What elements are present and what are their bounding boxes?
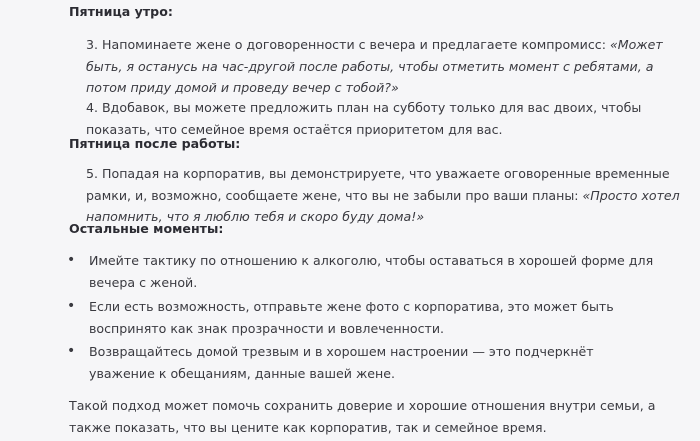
bullet-icon: • — [67, 298, 76, 314]
list-item-text: 5. Попадая на корпоратив, вы демонстрируете, что уважаете оговоренные временные рамки, и, возможно, сообщаете жене, что вы не забыли про ваши планы: — [86, 166, 670, 203]
list-item-step-3 — [86, 34, 686, 99]
section-heading-other: Остальные моменты: — [69, 221, 224, 236]
bullet-item: Имейте тактику по отношению к алкоголю, чтобы оставаться в хорошей форме для вечера с женой. — [89, 253, 654, 290]
bullet-icon: • — [67, 252, 76, 268]
bullet-item: Если есть возможность, отправьте жене фото с корпоратива, это может быть воспринято как знак прозрачности и вовлеченности. — [89, 299, 614, 336]
list-item-text: 3. Напоминаете жене о договоренности с вечера и предлагаете компромисс: — [86, 37, 610, 52]
bullet-item: Возвращайтесь домой трезвым и в хорошем настроении — это подчеркнёт уважение к обещаниям, данные вашей жене. — [89, 344, 594, 381]
section-heading-friday-morning: Пятница утро: — [69, 4, 173, 19]
conclusion-paragraph: Такой подход может помочь сохранить доверие и хорошие отношения внутри семьи, а также показать, что вы цените как корпоратив, так и семейное время. — [69, 398, 656, 435]
quote-text: «Может быть, я останусь на час-другой после работы, чтобы отметить момент с ребятами, а потом приду домой и проведу вечер с тобой?» — [86, 37, 663, 95]
list-item-text: 4. Вдобавок, вы можете предложить план на субботу только для вас двоих, чтобы показать, что семейное время остаётся приоритетом для вас. — [86, 100, 642, 137]
bullet-icon: • — [67, 343, 76, 359]
section-heading-friday-after-work: Пятница после работы: — [69, 136, 241, 151]
list-item-step-5 — [86, 163, 692, 228]
list-item-step-4 — [86, 97, 686, 140]
quote-text: «Просто хотел напомнить, что я люблю тебя и скоро буду дома!» — [86, 187, 680, 224]
